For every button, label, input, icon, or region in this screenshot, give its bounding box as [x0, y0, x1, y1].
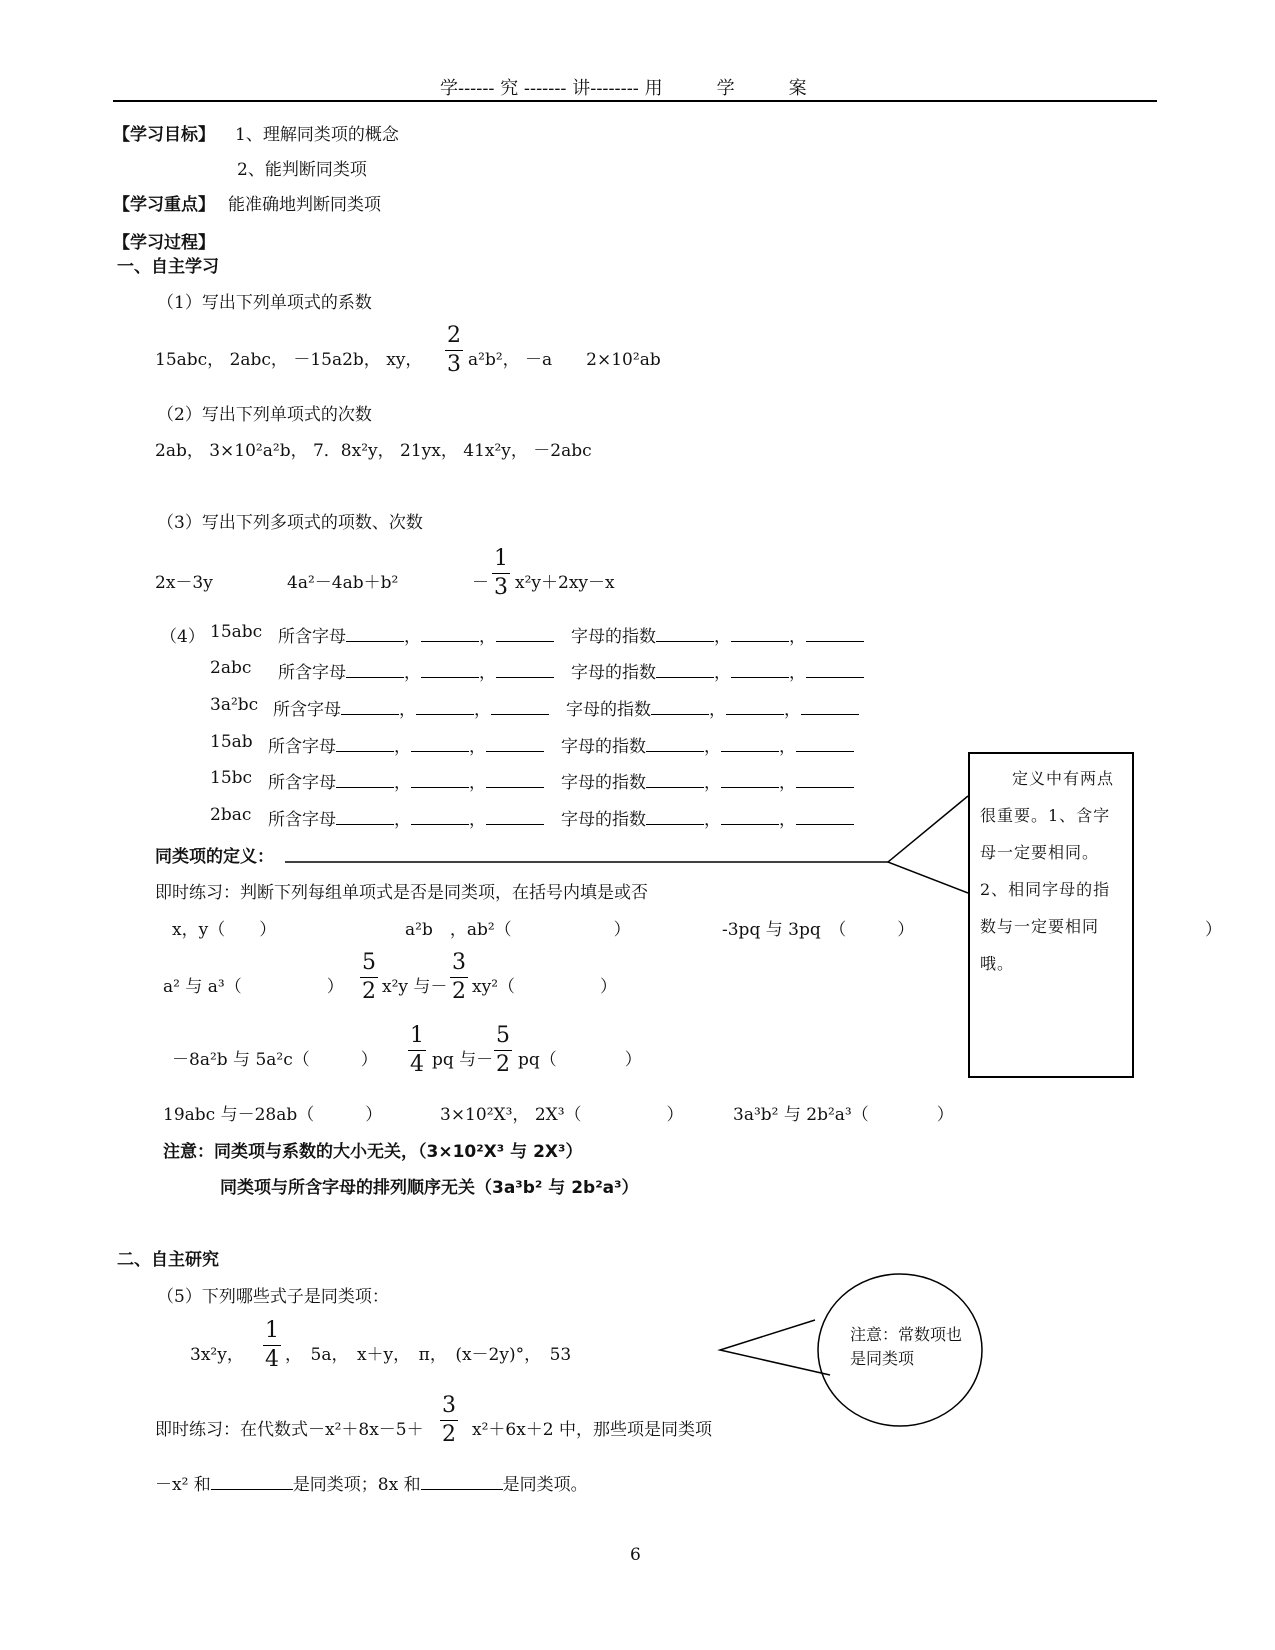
practice1-item-1: x，y（ ）: [172, 920, 277, 940]
q4-term: 2abc: [210, 658, 252, 678]
answer-text-c: 是同类项。: [502, 1475, 588, 1495]
letters-label: 所含字母: [268, 773, 336, 793]
q1-frac-den: 3: [447, 352, 461, 377]
q5-item-1: 3x²y，: [190, 1345, 244, 1365]
frac-den: 2: [452, 979, 466, 1004]
frac-num: 5: [360, 952, 378, 978]
practice1-prompt: 即时练习：判断下列每组单项式是否是同类项，在括号内填是或否: [155, 883, 648, 903]
focus-label: 【学习重点】: [113, 195, 215, 215]
practice1-item-7-end: pq（ ）: [518, 1050, 642, 1070]
q1-frac-num: 2: [445, 325, 463, 351]
page-number: 6: [630, 1545, 641, 1565]
q3-poly-3-prefix: －: [472, 573, 489, 593]
callout-box-text: 定义中有两点很重要。1、含字母一定要相同。2、相同字母的指数与一定要相同哦。: [980, 769, 1115, 973]
q4-term: 15ab: [210, 732, 253, 752]
practice2-answer-line: [155, 1470, 588, 1495]
practice1-item-3-extra: ）: [1205, 920, 1222, 940]
practice2-prompt-a: 即时练习：在代数式－x²＋8x－5＋: [155, 1420, 424, 1440]
practice1-item-7-mid: pq 与－: [432, 1050, 494, 1070]
letters-label: 所含字母: [273, 700, 341, 720]
section2-title: 二、自主研究: [117, 1250, 219, 1270]
q4-term: 15abc: [210, 622, 263, 642]
q5-fraction: [263, 1320, 281, 1371]
q2-terms: 2ab， 3×10²a²b， 7．8x²y， 21yx， 41x²y， －2abc: [155, 441, 592, 461]
objective-item-1: 1、理解同类项的概念: [235, 125, 399, 145]
exponent-label: 字母的指数: [571, 663, 656, 683]
exponent-label: 字母的指数: [561, 773, 646, 793]
frac-den: 2: [496, 1052, 510, 1077]
letters-label: 所含字母: [268, 737, 336, 757]
callout-ellipse-text: 注意：常数项也是同类项: [850, 1325, 963, 1368]
process-label: 【学习过程】: [113, 233, 215, 253]
frac-den: 4: [265, 1347, 279, 1372]
frac-num: 1: [263, 1320, 281, 1346]
practice1-item-2: a²b ，ab²（ ）: [405, 920, 631, 940]
practice1-item-3: -3pq 与 3pq （ ）: [722, 920, 915, 940]
exponent-label: 字母的指数: [561, 737, 646, 757]
q4-letters: 所含字母 ， ， 字母的指数 ， ，: [278, 658, 864, 683]
frac-den: 4: [410, 1052, 424, 1077]
practice1-item-8: 19abc 与－28ab（ ）: [163, 1105, 383, 1125]
q4-term: 3a²bc: [210, 695, 259, 715]
frac-num: 3: [440, 1395, 458, 1421]
q4-label: （4）: [160, 627, 205, 647]
practice1-item-10: 3a³b² 与 2b²a³（ ）: [733, 1105, 954, 1125]
q4-letters: 所含字母 ， ， 字母的指数 ， ，: [268, 768, 854, 793]
letters-label: 所含字母: [278, 663, 346, 683]
definition-label: 同类项的定义：: [155, 847, 274, 867]
objective-item-2: 2、能判断同类项: [237, 160, 367, 180]
practice1-item-5-mid: x²y 与－: [382, 977, 448, 997]
q3-poly-3-rest: x²y＋2xy－x: [515, 573, 615, 593]
frac-den: 2: [442, 1422, 456, 1447]
q4-term: 2bac: [210, 805, 252, 825]
page-header-title: 学------ 究 ------- 讲-------- 用 学 案: [440, 78, 807, 99]
answer-text-a: －x² 和: [155, 1475, 211, 1495]
practice1-item-7-frac1: [408, 1025, 426, 1076]
exponent-label: 字母的指数: [561, 810, 646, 830]
practice1-item-5-end: xy²（ ）: [472, 977, 618, 997]
letters-label: 所含字母: [268, 810, 336, 830]
q4-term: 15bc: [210, 768, 253, 788]
answer-text-b: 是同类项；8x 和: [292, 1475, 421, 1495]
answer-blank-1[interactable]: [211, 1473, 293, 1490]
section1-title: 一、自主学习: [117, 257, 219, 277]
q4-letters: 所含字母 ， ， 字母的指数 ， ，: [268, 805, 854, 830]
frac-num: 3: [450, 952, 468, 978]
q3-frac-den: 3: [494, 575, 508, 600]
q4-letters: 所含字母 ， ， 字母的指数 ， ，: [273, 695, 859, 720]
letters-label: 所含字母: [278, 627, 346, 647]
q3-prompt: （3）写出下列多项式的项数、次数: [157, 513, 423, 533]
frac-num: 5: [494, 1025, 512, 1051]
q3-poly-2: 4a²－4ab＋b²: [287, 573, 399, 593]
exponent-label: 字母的指数: [566, 700, 651, 720]
practice1-item-7-frac2: [494, 1025, 512, 1076]
practice1-item-4: a² 与 a³（ ）: [163, 977, 344, 997]
q4-letters: 所含字母 ， ， 字母的指数 ， ，: [278, 622, 864, 647]
objectives-label: 【学习目标】: [113, 125, 215, 145]
focus-text: 能准确地判断同类项: [228, 195, 381, 215]
q2-prompt: （2）写出下列单项式的次数: [157, 405, 372, 425]
practice1-item-5-frac2: [450, 952, 468, 1003]
note-line-2: 同类项与所含字母的排列顺序无关（3a³b² 与 2b²a³）: [220, 1178, 639, 1198]
q4-letters: 所含字母 ， ， 字母的指数 ， ，: [268, 732, 854, 757]
q1-terms-a: 15abc， 2abc， －15a2b， xy，: [155, 350, 423, 370]
q5-rest: ， 5a， x＋y， π， (x－2y)°， 53: [285, 1345, 572, 1365]
practice2-prompt-b: x²＋6x＋2 中，那些项是同类项: [472, 1420, 713, 1440]
frac-den: 2: [362, 979, 376, 1004]
practice1-item-6: －8a²b 与 5a²c（ ）: [172, 1050, 378, 1070]
q1-prompt: （1）写出下列单项式的系数: [157, 293, 372, 313]
practice2-fraction: [440, 1395, 458, 1446]
q3-poly-1: 2x－3y: [155, 573, 213, 593]
frac-num: 1: [408, 1025, 426, 1051]
q1-terms-b: a²b²， －a 2×10²ab: [468, 350, 661, 370]
exponent-label: 字母的指数: [571, 627, 656, 647]
q5-prompt: （5）下列哪些式子是同类项：: [157, 1287, 389, 1307]
practice1-item-5-frac1: [360, 952, 378, 1003]
answer-blank-2[interactable]: [421, 1473, 503, 1490]
note-line-1: 注意：同类项与系数的大小无关，（3×10²X³ 与 2X³）: [163, 1142, 583, 1162]
q3-frac-num: 1: [492, 548, 510, 574]
practice1-item-9: 3×10²X³， 2X³（ ）: [440, 1105, 684, 1125]
